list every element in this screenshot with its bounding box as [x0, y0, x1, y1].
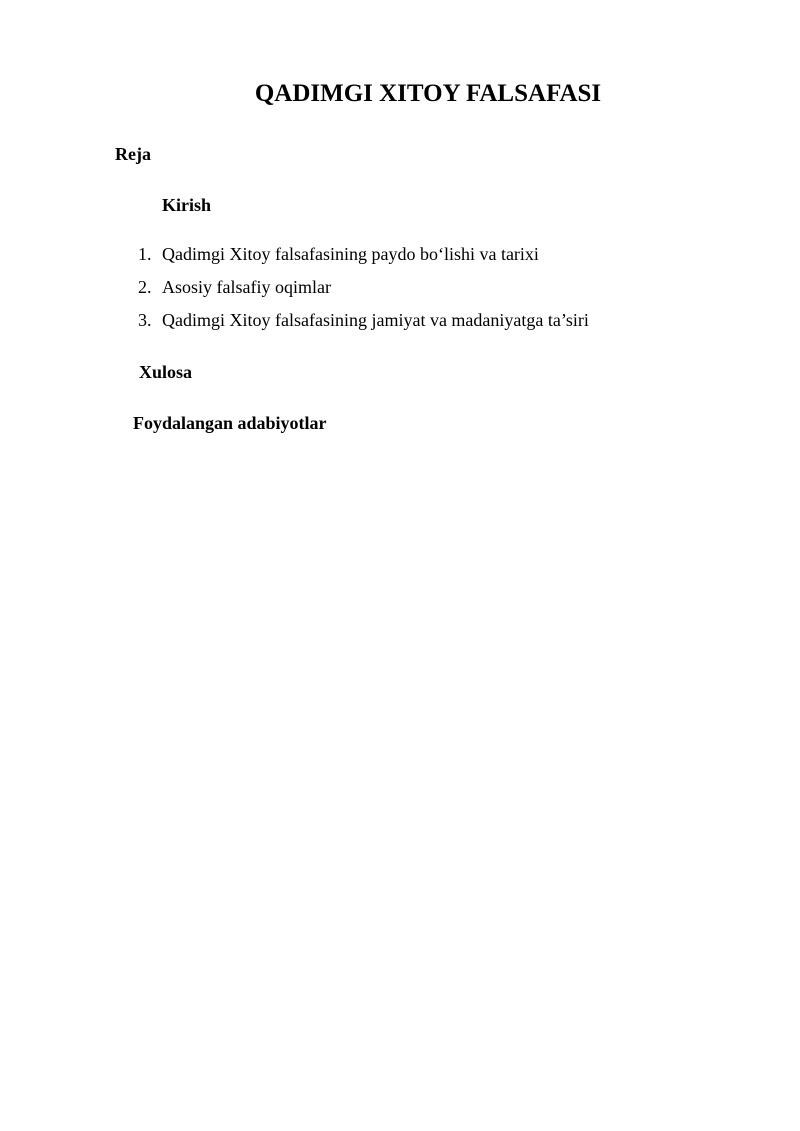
plan-item-number: 3.	[138, 310, 152, 330]
plan-item-number: 1.	[138, 244, 152, 264]
plan-item-text: Qadimgi Xitoy falsafasining jamiyat va madaniyatga ta’siri	[162, 310, 589, 330]
conclusion-heading: Xulosa	[139, 362, 193, 382]
plan-heading: Reja	[115, 144, 151, 164]
intro-heading: Kirish	[162, 195, 212, 215]
plan-item-text: Asosiy falsafiy oqimlar	[162, 277, 331, 297]
plan-item-number: 2.	[138, 277, 152, 297]
references-heading: Foydalangan adabiyotlar	[133, 413, 327, 433]
document-title: QADIMGI XITOY FALSAFASI	[254, 80, 602, 107]
plan-item-text: Qadimgi Xitoy falsafasining paydo bo‘lishi va tarixi	[162, 244, 539, 264]
